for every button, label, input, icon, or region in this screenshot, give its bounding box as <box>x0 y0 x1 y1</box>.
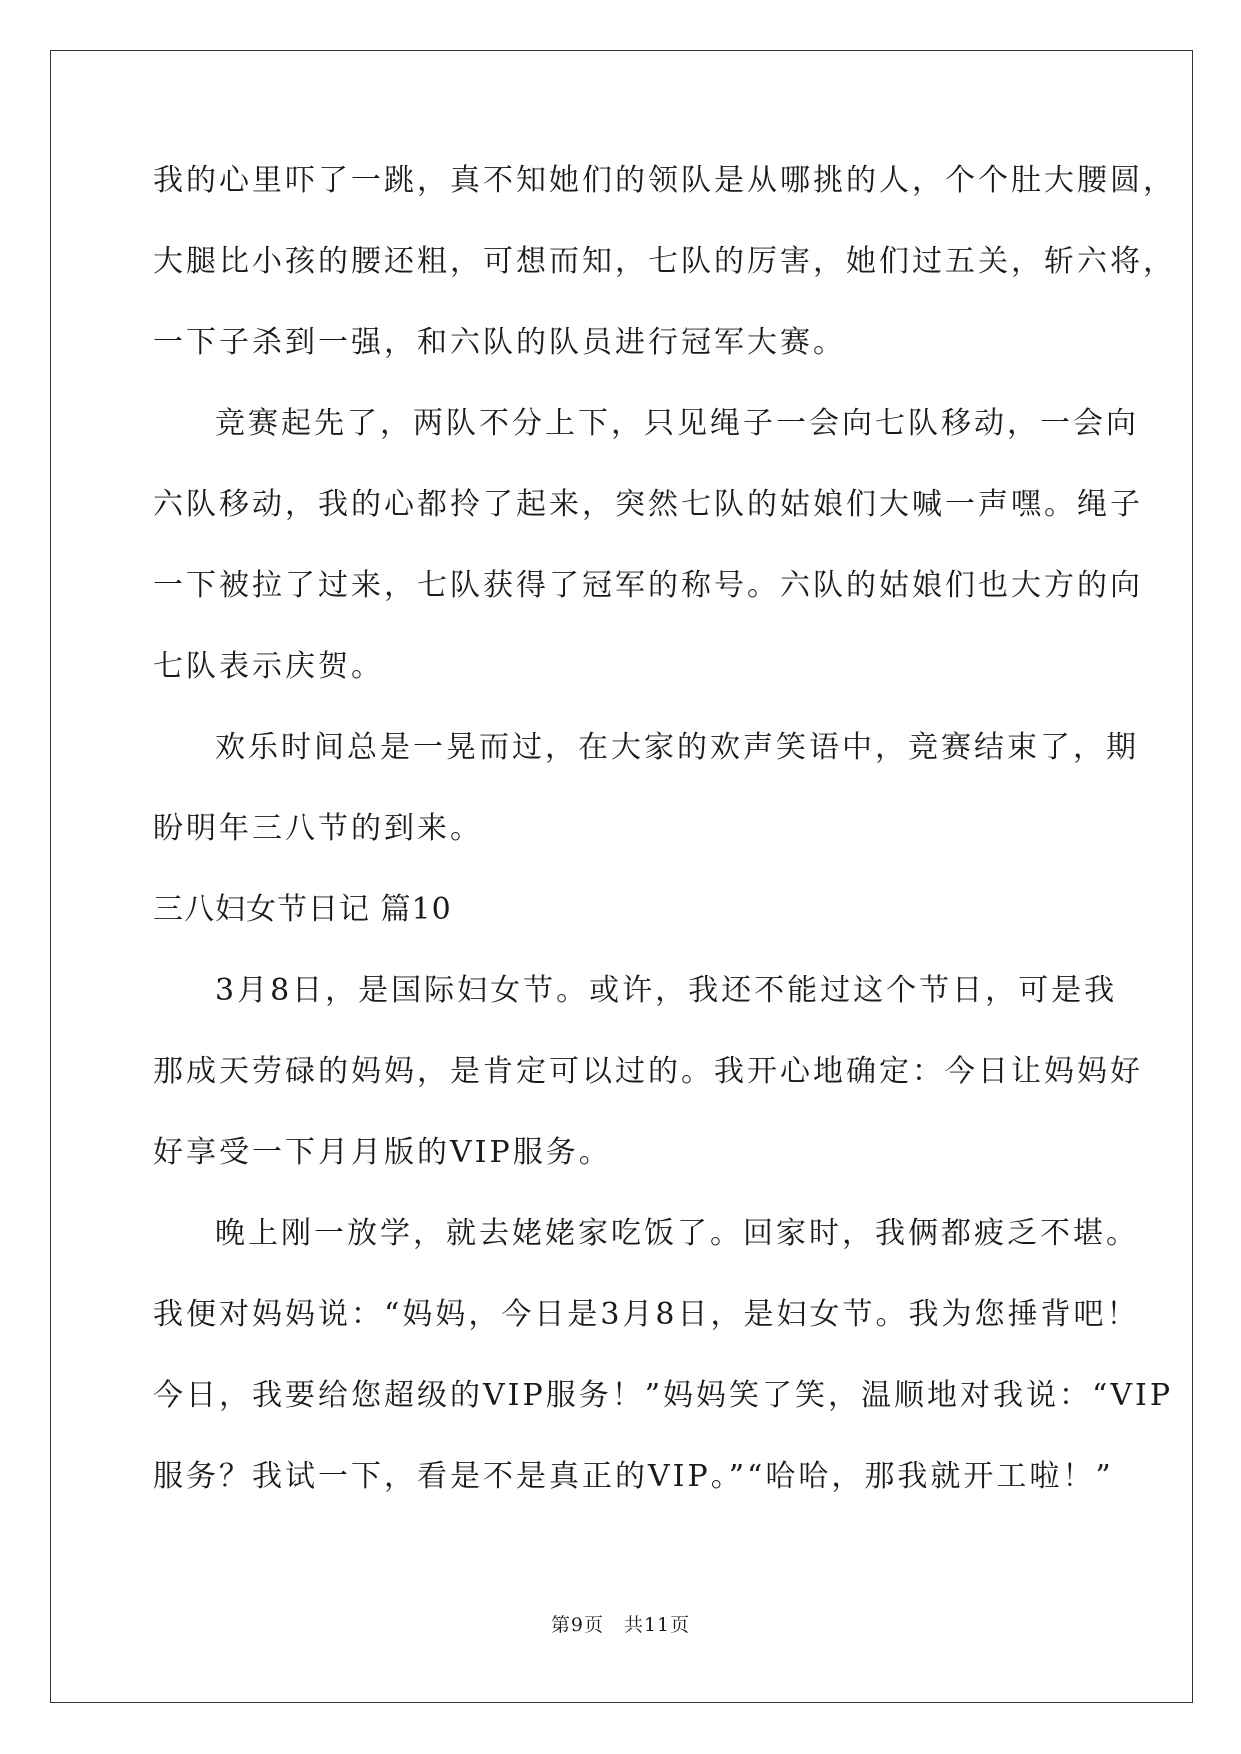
text-line: 大腿比小孩的腰还粗，可想而知，七队的厉害，她们过五关，斩六将， <box>153 244 1176 279</box>
paragraph-start-line: 欢乐时间总是一晃而过，在大家的欢声笑语中，竞赛结束了，期 <box>215 730 1139 765</box>
section-heading: 三八妇女节日记 篇10 <box>153 892 452 927</box>
document-body <box>153 155 1176 1532</box>
text-line: 七队表示庆贺。 <box>153 649 384 684</box>
text-line: 盼明年三八节的到来。 <box>153 811 483 846</box>
paragraph-start-line: 晚上刚一放学，就去姥姥家吃饭了。回家时，我俩都疲乏不堪。 <box>215 1216 1139 1251</box>
text-line: 六队移动，我的心都拎了起来，突然七队的姑娘们大喊一声嘿。绳子 <box>153 487 1143 522</box>
text-line: 一下子杀到一强，和六队的队员进行冠军大赛。 <box>153 325 846 360</box>
text-line: 我的心里吓了一跳，真不知她们的领队是从哪挑的人，个个肚大腰圆， <box>153 163 1176 198</box>
paragraph-start-line: 3月8日，是国际妇女节。或许，我还不能过这个节日，可是我 <box>215 973 1118 1008</box>
page-number: 第9页 共11页 <box>550 1614 691 1636</box>
text-line: 那成天劳碌的妈妈，是肯定可以过的。我开心地确定：今日让妈妈好 <box>153 1054 1143 1089</box>
text-line: 今日，我要给您超级的VIP服务！”妈妈笑了笑，温顺地对我说：“VIP <box>153 1378 1174 1413</box>
text-line: 我便对妈妈说：“妈妈，今日是3月8日，是妇女节。我为您捶背吧！ <box>153 1297 1140 1332</box>
text-line: 好享受一下月月版的VIP服务。 <box>153 1135 612 1170</box>
paragraph-start-line: 竞赛起先了，两队不分上下，只见绳子一会向七队移动，一会向 <box>215 406 1139 441</box>
text-line: 服务？我试一下，看是不是真正的VIP。”“哈哈，那我就开工啦！” <box>153 1459 1114 1494</box>
text-line: 一下被拉了过来，七队获得了冠军的称号。六队的姑娘们也大方的向 <box>153 568 1143 603</box>
